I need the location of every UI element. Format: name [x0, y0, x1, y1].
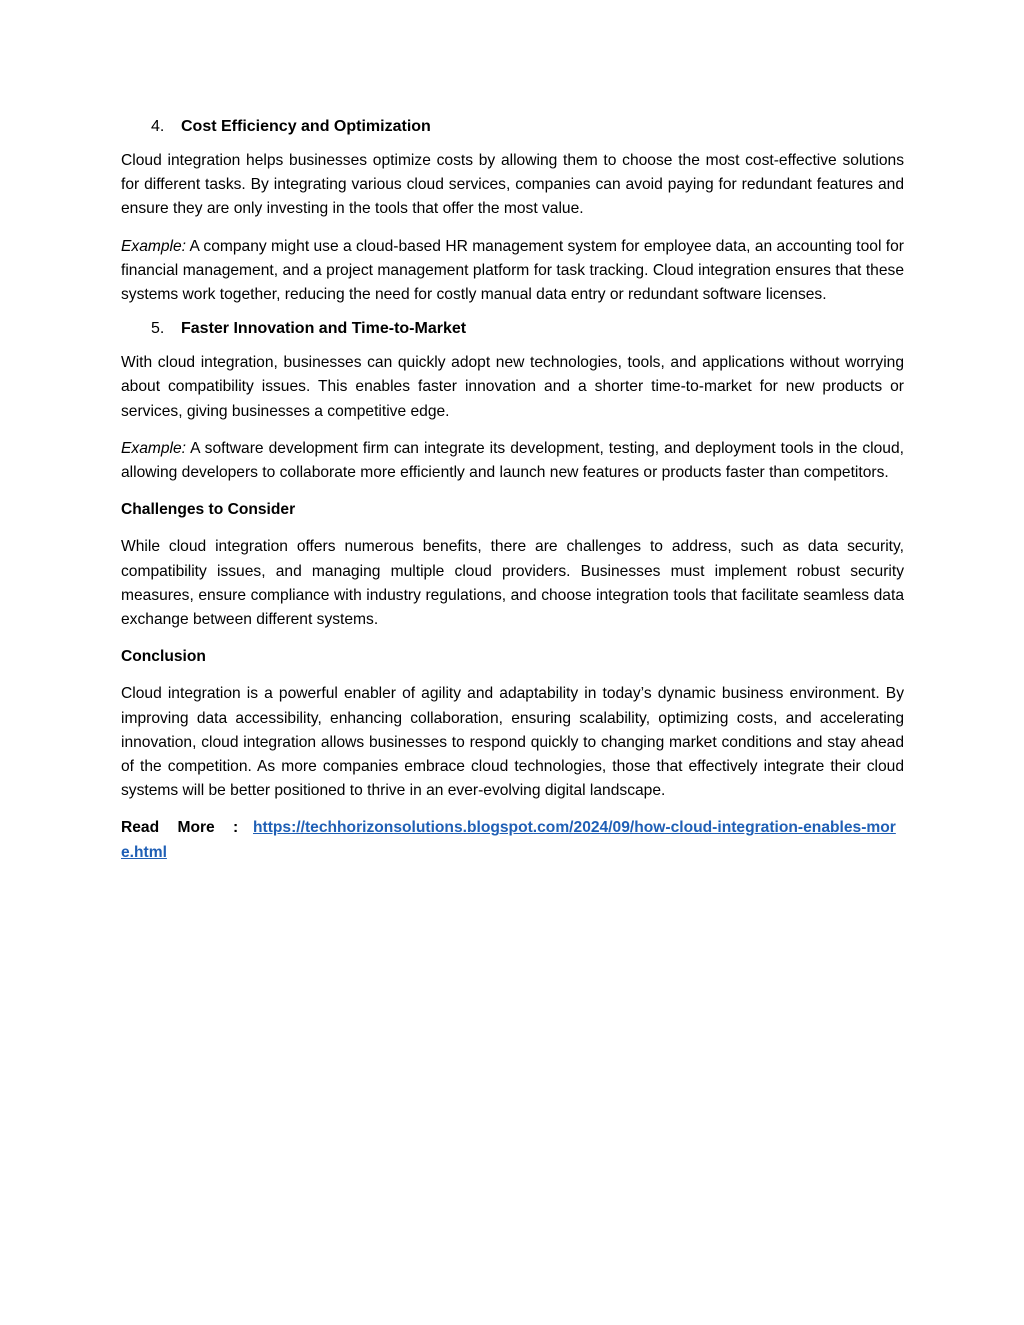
section-5-example [121, 437, 904, 485]
example-label: Example: [121, 439, 187, 457]
section-5-heading [121, 320, 904, 338]
challenges-heading: Challenges to Consider [121, 501, 296, 519]
section-4-number: 4. [151, 118, 165, 135]
section-4-example [121, 235, 904, 308]
section-5-title: Faster Innovation and Time-to-Market [181, 320, 467, 338]
read-more [121, 816, 904, 864]
conclusion-body: Cloud integration is a powerful enabler of agility and adaptability in today’s dynamic business environment. By improving data accessibility, enhancing collaboration, ensuring scalability, optimizing costs, and accelerating innovation, cloud integration allows businesses to respond quickly to changing market conditions and stay ahead of the competition. As more companies embrace cloud technologies, those that effectively integrate their cloud systems will be better positioned to thrive in an ever-evolving digital landscape. [121, 685, 904, 800]
example-label: Example: [121, 237, 187, 255]
example-text: A company might use a cloud-based HR management system for employee data, an accounting tool for financial management, and a project management platform for task tracking. Cloud integration ensures that these systems work together, reducing the need for costly manual data entry or redundant software licenses. [121, 237, 904, 304]
section-4-body: Cloud integration helps businesses optimize costs by allowing them to choose the most cost-effective solutions for different tasks. By integrating various cloud services, companies can avoid paying for redundant features and ensure they are only investing in the tools that offer the most value. [121, 152, 904, 218]
challenges-body: While cloud integration offers numerous benefits, there are challenges to address, such as data security, compatibility issues, and managing multiple cloud providers. Businesses must implement robust security measures, ensure compliance with industry regulations, and choose integration tools that facilitate seamless data exchange between different systems. [121, 538, 904, 629]
document-page [121, 118, 904, 865]
section-5-body: With cloud integration, businesses can quickly adopt new technologies, tools, and applications without worrying about compatibility issues. This enables faster innovation and a shorter time-to-market for new products or services, giving businesses a competitive edge. [121, 354, 904, 420]
section-4-title: Cost Efficiency and Optimization [181, 118, 431, 135]
section-5-number: 5. [151, 320, 165, 338]
section-4-heading [121, 118, 904, 136]
example-text: A software development firm can integrate its development, testing, and deployment tools in the cloud, allowing developers to collaborate more efficiently and launch new features or products faster than competitors. [121, 439, 904, 482]
conclusion-heading: Conclusion [121, 648, 206, 666]
read-more-label: Read More : [121, 819, 239, 837]
read-more-link[interactable]: https://techhorizonsolutions.blogspot.com/2024/09/how-cloud-integration-enables-more.html [121, 819, 896, 861]
